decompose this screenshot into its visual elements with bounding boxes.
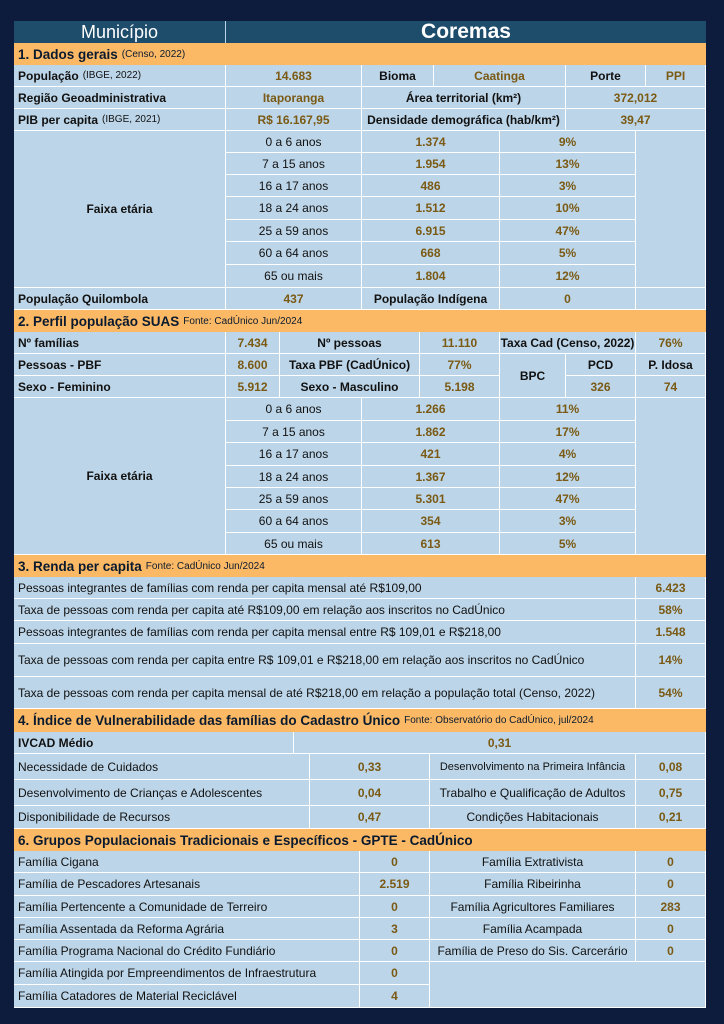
ivcad-label: IVCAD Médio <box>14 732 294 754</box>
faixa-range: 16 a 17 anos <box>226 175 362 197</box>
ivcad-dimension-label: Disponibilidade de Recursos <box>14 806 310 829</box>
indigena-value: 0 <box>500 288 636 310</box>
pib-source: (IBGE, 2021) <box>102 114 161 125</box>
municipio-name: Coremas <box>226 21 706 43</box>
pcd-value: 326 <box>566 376 636 398</box>
ivcad-dimension-value: 0,08 <box>636 754 706 780</box>
gpte-right-label: Família Ribeirinha <box>430 873 636 896</box>
pessoas-label: Nº pessoas <box>280 332 420 354</box>
faixa-count: 1.266 <box>362 398 500 421</box>
section-6-header <box>14 829 706 851</box>
section-1-source: (Censo, 2022) <box>121 48 186 60</box>
pib-label-cell <box>14 109 226 131</box>
faixa-range: 65 ou mais <box>226 265 362 288</box>
gpte-left-label: Família Atingida por Empreendimentos de Infraestrutura <box>14 962 360 985</box>
faixa-percent: 3% <box>500 175 636 197</box>
faixa-count: 1.367 <box>362 466 500 488</box>
section-1-title: 1. Dados gerais <box>18 46 118 62</box>
faixa-range: 25 a 59 anos <box>226 220 362 242</box>
faixa-count: 1.954 <box>362 153 500 175</box>
faixa-count: 354 <box>362 510 500 533</box>
taxapbf-value: 77% <box>420 354 500 376</box>
faixa-percent: 47% <box>500 488 636 510</box>
faixa-count: 421 <box>362 443 500 466</box>
faixa-range: 7 a 15 anos <box>226 153 362 175</box>
pbf-label: Pessoas - PBF <box>14 354 226 376</box>
bioma-value: Caatinga <box>434 65 566 87</box>
pib-label: PIB per capita <box>18 112 99 127</box>
section-6-title: 6. Grupos Populacionais Tradicionais e Específicos - GPTE - CadÚnico <box>18 832 473 848</box>
quilombola-label: População Quilombola <box>14 288 226 310</box>
faixa-percent: 5% <box>500 533 636 555</box>
gpte-left-value: 0 <box>360 940 430 962</box>
faixa-percent: 9% <box>500 131 636 153</box>
familias-label: Nº famílias <box>14 332 226 354</box>
faixa-range: 18 a 24 anos <box>226 197 362 220</box>
populacao-label-cell <box>14 65 226 87</box>
area-label: Área territorial (km²) <box>362 87 566 109</box>
faixa-count: 613 <box>362 533 500 555</box>
ivcad-dimension-value: 0,47 <box>310 806 430 829</box>
faixa-count: 1.862 <box>362 421 500 443</box>
porte-value: PPI <box>646 65 706 87</box>
pidosa-label: P. Idosa <box>636 354 706 376</box>
masculino-value: 5.198 <box>420 376 500 398</box>
densidade-label: Densidade demográfica (hab/km²) <box>362 109 566 131</box>
ivcad-dimension-label: Desenvolvimento de Crianças e Adolescentes <box>14 780 310 806</box>
gpte-left-value: 3 <box>360 918 430 940</box>
section-1-header <box>14 43 706 65</box>
gpte-right-label: Família Agricultores Familiares <box>430 896 636 918</box>
gpte-left-label: Família Cigana <box>14 851 360 873</box>
municipal-data-sheet <box>14 21 706 1008</box>
gpte-left-label: Família Pertencente a Comunidade de Terreiro <box>14 896 360 918</box>
renda-row-value: 54% <box>636 677 706 709</box>
faixa-range: 60 a 64 anos <box>226 510 362 533</box>
gpte-left-value: 0 <box>360 896 430 918</box>
faixa-range: 0 a 6 anos <box>226 131 362 153</box>
faixa-spacer <box>636 131 706 288</box>
taxapbf-label: Taxa PBF (CadÚnico) <box>280 354 420 376</box>
faixa-percent: 12% <box>500 466 636 488</box>
faixa-count: 486 <box>362 175 500 197</box>
section-2-header <box>14 310 706 332</box>
empty-cell <box>430 962 706 1008</box>
faixa-percent: 4% <box>500 443 636 466</box>
faixa-percent: 5% <box>500 242 636 265</box>
section-4-title: 4. Índice de Vulnerabilidade das famílias do Cadastro Único <box>18 713 401 728</box>
taxacad-value: 76% <box>636 332 706 354</box>
section-3-source: Fonte: CadÚnico Jun/2024 <box>145 560 265 572</box>
faixa-range: 60 a 64 anos <box>226 242 362 265</box>
municipio-label: Município <box>14 21 225 43</box>
faixa-count: 5.301 <box>362 488 500 510</box>
faixa-count: 1.374 <box>362 131 500 153</box>
faixa-percent: 13% <box>500 153 636 175</box>
faixa-range: 7 a 15 anos <box>226 421 362 443</box>
feminino-label: Sexo - Feminino <box>14 376 226 398</box>
faixa-range: 0 a 6 anos <box>226 398 362 421</box>
ivcad-dimension-label: Necessidade de Cuidados <box>14 754 310 780</box>
ivcad-dimension-label: Desenvolvimento na Primeira Infância <box>430 754 636 780</box>
renda-row-value: 1.548 <box>636 621 706 644</box>
faixa-percent: 3% <box>500 510 636 533</box>
section-3-title: 3. Renda per capita <box>18 558 142 574</box>
ivcad-dimension-value: 0,21 <box>636 806 706 829</box>
ivcad-dimension-value: 0,33 <box>310 754 430 780</box>
ivcad-value: 0,31 <box>294 732 706 754</box>
section-3-header <box>14 555 706 577</box>
faixa-range: 25 a 59 anos <box>226 488 362 510</box>
familias-value: 7.434 <box>226 332 280 354</box>
renda-row-value: 6.423 <box>636 577 706 599</box>
faixa-percent: 17% <box>500 421 636 443</box>
faixa-percent: 11% <box>500 398 636 421</box>
regiao-value: Itaporanga <box>226 87 362 109</box>
gpte-right-value: 0 <box>636 851 706 873</box>
faixa-etaria-label: Faixa etária <box>14 131 226 288</box>
renda-row-label: Taxa de pessoas com renda per capita entre R$ 109,01 e R$218,00 em relação aos inscritos no CadÚnico <box>14 644 636 677</box>
faixa-percent: 10% <box>500 197 636 220</box>
faixa-percent: 47% <box>500 220 636 242</box>
faixa-etaria-suas-label: Faixa etária <box>14 398 226 555</box>
indigena-label: População Indígena <box>362 288 500 310</box>
pib-value: R$ 16.167,95 <box>226 109 362 131</box>
gpte-right-label: Família Extrativista <box>430 851 636 873</box>
bpc-label: BPC <box>500 354 566 398</box>
gpte-left-value: 0 <box>360 962 430 985</box>
gpte-left-value: 4 <box>360 985 430 1008</box>
feminino-value: 5.912 <box>226 376 280 398</box>
faixa-range: 16 a 17 anos <box>226 443 362 466</box>
masculino-label: Sexo - Masculino <box>280 376 420 398</box>
faixa-count: 1.512 <box>362 197 500 220</box>
gpte-right-value: 0 <box>636 940 706 962</box>
faixa-percent: 12% <box>500 265 636 288</box>
gpte-right-value: 283 <box>636 896 706 918</box>
renda-row-value: 58% <box>636 599 706 621</box>
gpte-left-value: 0 <box>360 851 430 873</box>
faixa-spacer <box>636 398 706 555</box>
faixa-range: 18 a 24 anos <box>226 466 362 488</box>
ivcad-dimension-value: 0,75 <box>636 780 706 806</box>
populacao-source: (IBGE, 2022) <box>82 70 142 81</box>
faixa-count: 6.915 <box>362 220 500 242</box>
gpte-right-value: 0 <box>636 873 706 896</box>
densidade-value: 39,47 <box>566 109 706 131</box>
renda-row-label: Pessoas integrantes de famílias com renda per capita mensal até R$109,00 <box>14 577 636 599</box>
faixa-range: 65 ou mais <box>226 533 362 555</box>
faixa-count: 668 <box>362 242 500 265</box>
gpte-left-label: Família Programa Nacional do Crédito Fundiário <box>14 940 360 962</box>
gpte-left-label: Família Assentada da Reforma Agrária <box>14 918 360 940</box>
ivcad-dimension-label: Condições Habitacionais <box>430 806 636 829</box>
area-value: 372,012 <box>566 87 706 109</box>
ivcad-dimension-label: Trabalho e Qualificação de Adultos <box>430 780 636 806</box>
gpte-left-label: Família de Pescadores Artesanais <box>14 873 360 896</box>
gpte-left-label: Família Catadores de Material Reciclável <box>14 985 360 1008</box>
section-4-source: Fonte: Observatório do CadÚnico, jul/2024 <box>404 715 594 726</box>
pessoas-value: 11.110 <box>420 332 500 354</box>
gpte-right-label: Família de Preso do Sis. Carcerário <box>430 940 636 962</box>
pbf-value: 8.600 <box>226 354 280 376</box>
populacao-label: População <box>18 68 79 83</box>
renda-row-label: Pessoas integrantes de famílias com renda per capita mensal entre R$ 109,01 e R$218,00 <box>14 621 636 644</box>
gpte-right-value: 0 <box>636 918 706 940</box>
empty-cell <box>636 288 706 310</box>
regiao-label: Região Geoadministrativa <box>14 87 226 109</box>
section-4-header <box>14 709 706 732</box>
taxacad-label: Taxa Cad (Censo, 2022) <box>500 332 636 354</box>
section-2-title: 2. Perfil população SUAS <box>18 313 180 329</box>
pidosa-value: 74 <box>636 376 706 398</box>
bioma-label: Bioma <box>362 65 434 87</box>
renda-row-value: 14% <box>636 644 706 677</box>
section-2-source: Fonte: CadÚnico Jun/2024 <box>183 315 303 327</box>
gpte-left-value: 2.519 <box>360 873 430 896</box>
populacao-value: 14.683 <box>226 65 362 87</box>
pcd-label: PCD <box>566 354 636 376</box>
renda-row-label: Taxa de pessoas com renda per capita mensal de até R$218,00 em relação a população total (Censo, 2022) <box>14 677 636 709</box>
renda-row-label: Taxa de pessoas com renda per capita até R$109,00 em relação aos inscritos no CadÚnico <box>14 599 636 621</box>
porte-label: Porte <box>566 65 646 87</box>
gpte-right-label: Família Acampada <box>430 918 636 940</box>
ivcad-dimension-value: 0,04 <box>310 780 430 806</box>
faixa-count: 1.804 <box>362 265 500 288</box>
quilombola-value: 437 <box>226 288 362 310</box>
